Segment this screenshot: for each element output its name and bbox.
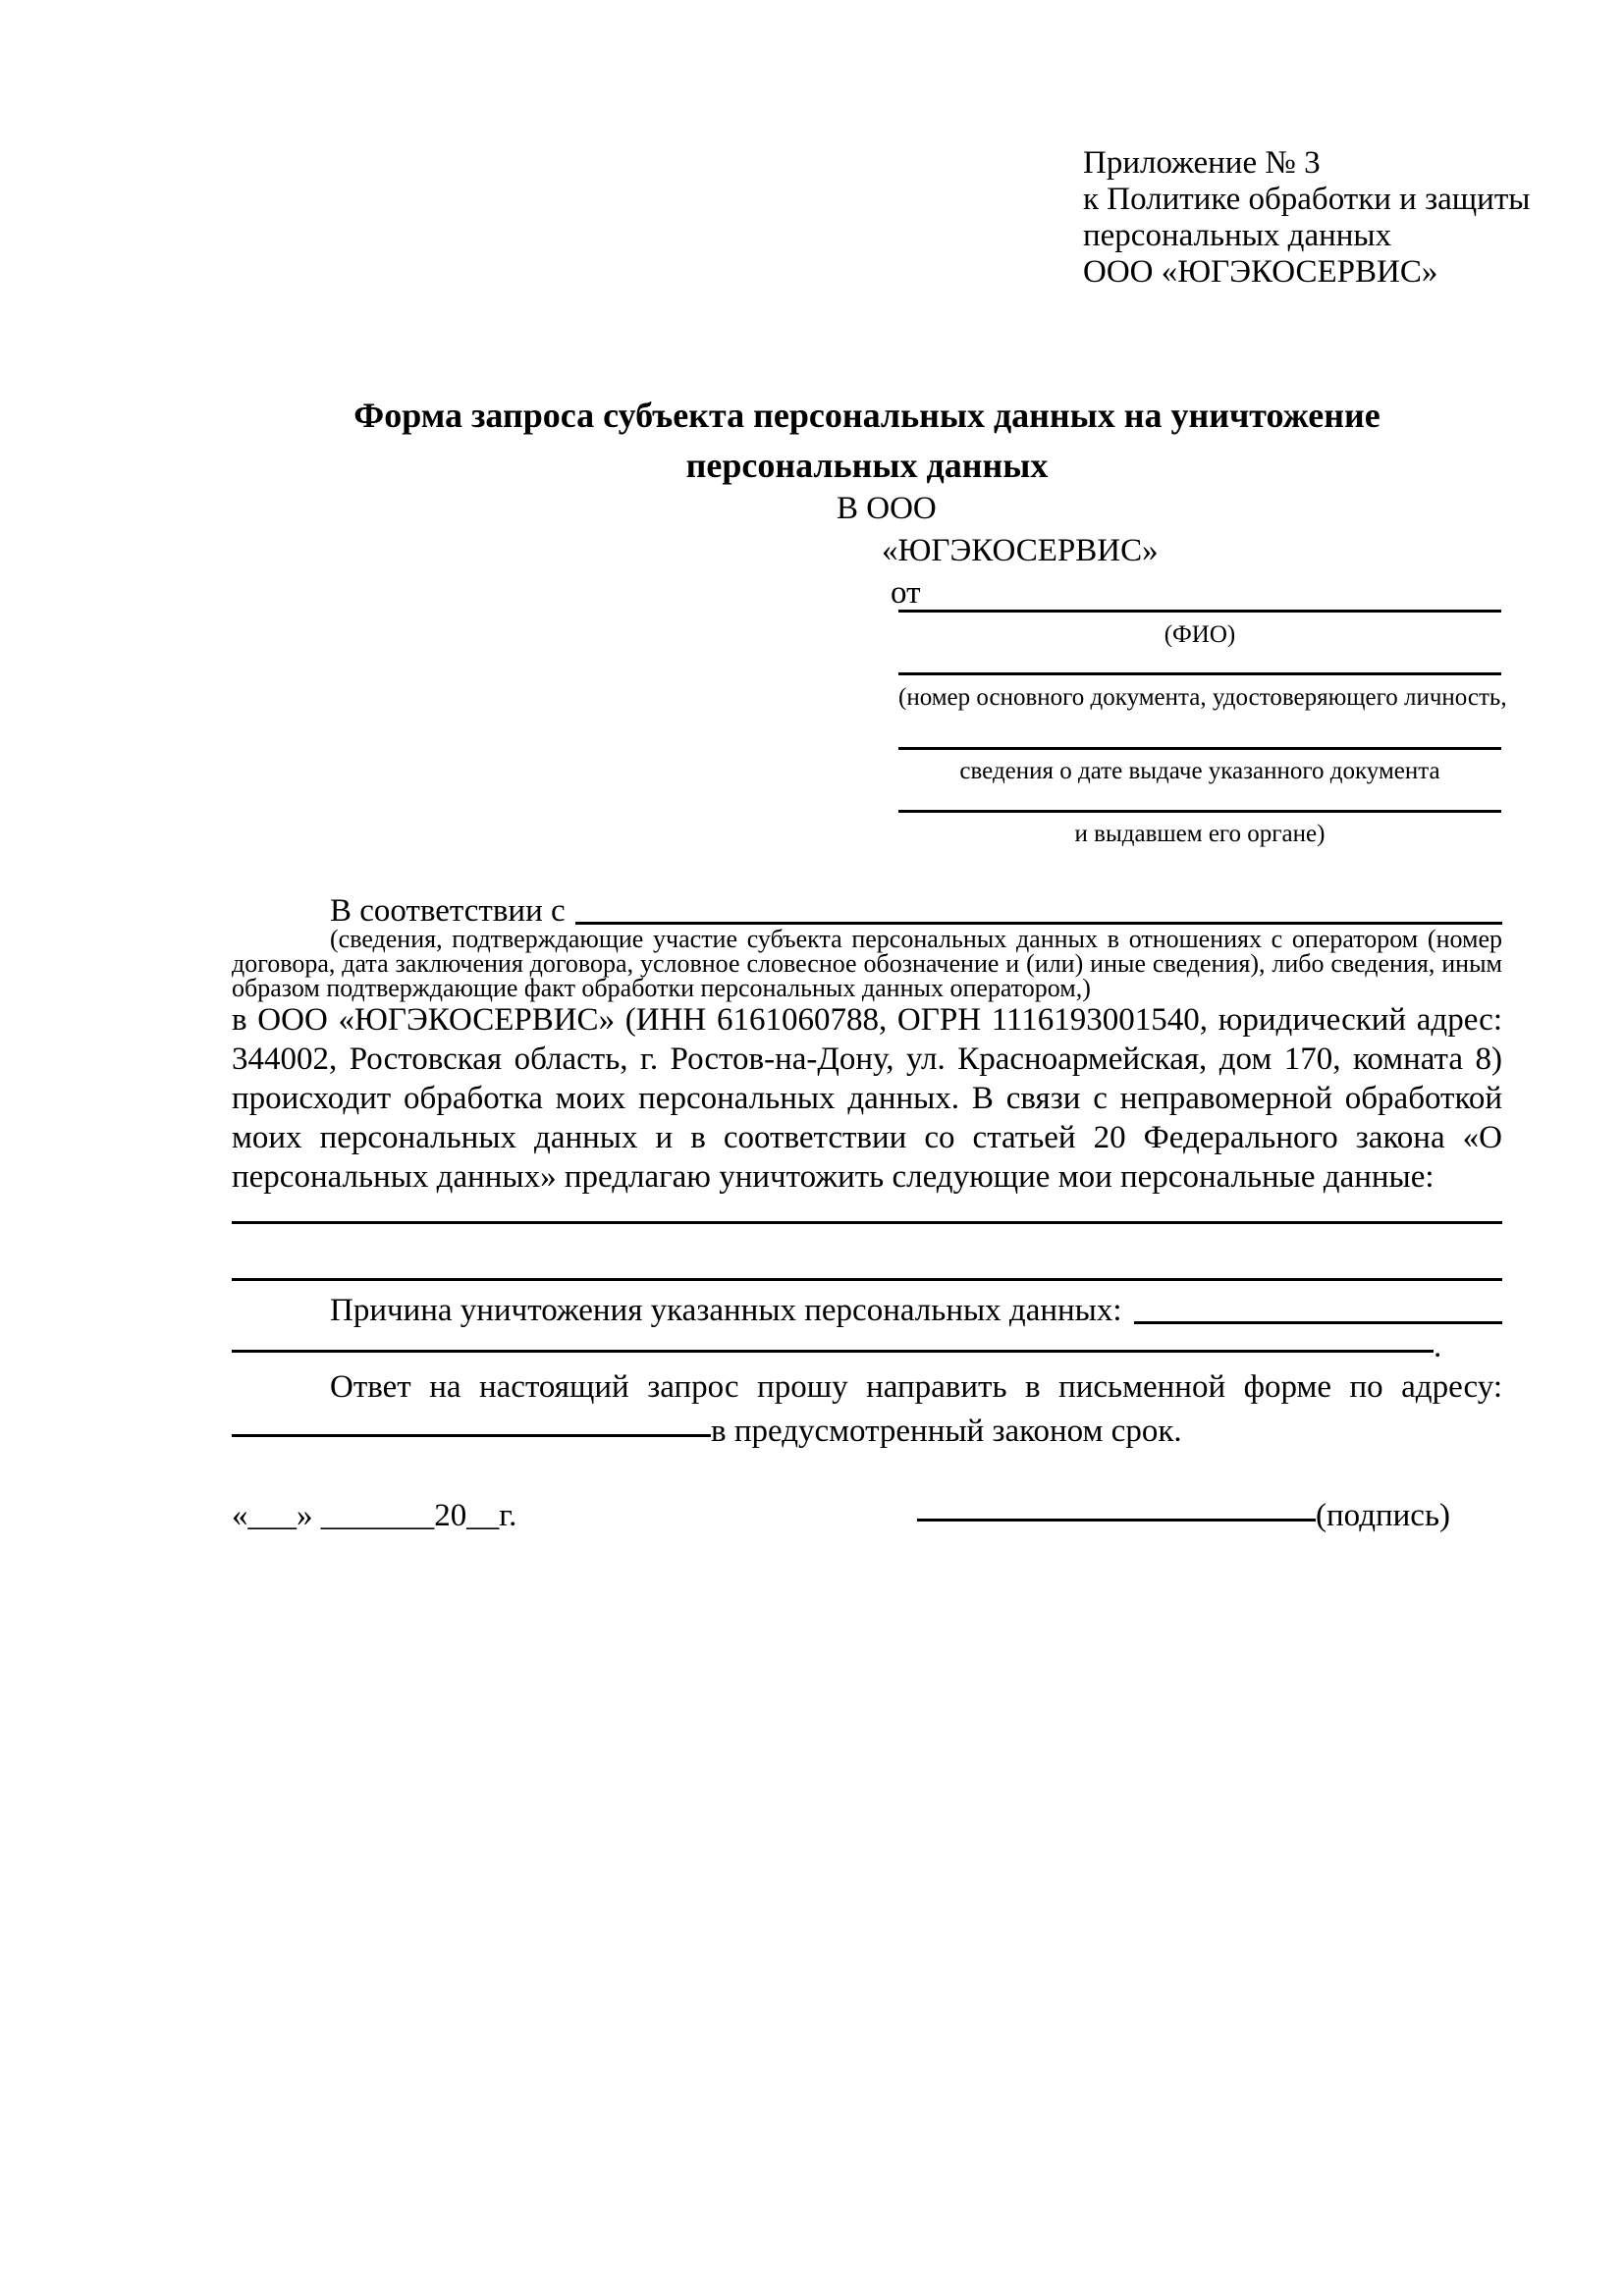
- response-address-row: [232, 1412, 1502, 1451]
- personal-data-field-line2[interactable]: [232, 1278, 1502, 1281]
- reason-continuation-row: [232, 1327, 1502, 1366]
- appendix-number: Приложение № 3: [1083, 145, 1321, 181]
- issue-date-field-line[interactable]: [898, 747, 1501, 750]
- personal-data-field-line1[interactable]: [232, 1221, 1502, 1224]
- appendix-company: ООО «ЮГЭКОСЕРВИС»: [1083, 254, 1438, 290]
- addressee-to: В ООО: [837, 491, 937, 526]
- from-label: от: [891, 575, 921, 611]
- page-title-line2: персональных данных: [685, 446, 1049, 485]
- reason-field-line2[interactable]: [232, 1350, 1434, 1353]
- page-title-line1: Форма запроса субъекта персональных данных на уничтожение: [353, 396, 1380, 435]
- signature-group: [917, 1496, 1450, 1535]
- appendix-policy-line: к Политике обработки и защиты: [1083, 182, 1531, 217]
- issuing-authority-field-line[interactable]: [898, 810, 1501, 813]
- response-address-field-line[interactable]: [232, 1434, 711, 1437]
- reason-row: [232, 1291, 1502, 1330]
- fio-field-line[interactable]: [898, 610, 1501, 613]
- response-sentence: Ответ на настоящий запрос прошу направить в письменной форме по адресу:: [330, 1369, 1502, 1405]
- accordance-lead: В соответствии с: [330, 893, 566, 929]
- addressee-company: «ЮГЭКОСЕРВИС»: [882, 533, 1159, 568]
- reason-field-line[interactable]: [1134, 1321, 1502, 1324]
- document-number-caption: (номер основного документа, удостоверяющего личность,: [898, 684, 1507, 711]
- fio-caption: (ФИО): [1164, 621, 1236, 648]
- body-paragraph: в ООО «ЮГЭКОСЕРВИС» (ИНН 6161060788, ОГРН 1116193001540, юридический адрес: 344002, Ростовская область, г. Ростов-на-Дону, ул. Красноармейская, дом 170, комната 8) происходит обработка моих персональных данных. В связи с неправомерной обработкой моих персональных данных и в соответствии со статьей 20 Федерального закона «О персональных данных» предлагаю уничтожить следующие мои персональные данные:: [232, 1002, 1502, 1195]
- signature-caption: (подпись): [1316, 1498, 1450, 1533]
- reason-period: .: [1434, 1329, 1442, 1364]
- reason-lead: Причина уничтожения указанных персональных данных:: [330, 1293, 1122, 1328]
- appendix-policy-line2: персональных данных: [1083, 218, 1392, 253]
- date-blank[interactable]: «___» _______20__г.: [232, 1498, 517, 1533]
- issue-date-caption: сведения о дате выдаче указанного документа: [959, 758, 1440, 784]
- page-title: [232, 391, 1502, 491]
- document-number-field-line[interactable]: [898, 672, 1501, 675]
- issuing-authority-caption: и выдавшем его органе): [1074, 821, 1326, 847]
- response-tail: в предусмотренный законом срок.: [711, 1414, 1182, 1449]
- signature-field-line[interactable]: [917, 1519, 1316, 1522]
- fine-print: (сведения, подтверждающие участие субъекта персональных данных в отношениях с оператором (номер договора, дата заключения договора, условное словесное обозначение и (или) иные сведения), либо сведения, иным образом подтверждающие факт обработки персональных данных оператором,): [232, 925, 1502, 1002]
- appendix-header: [1083, 145, 1530, 291]
